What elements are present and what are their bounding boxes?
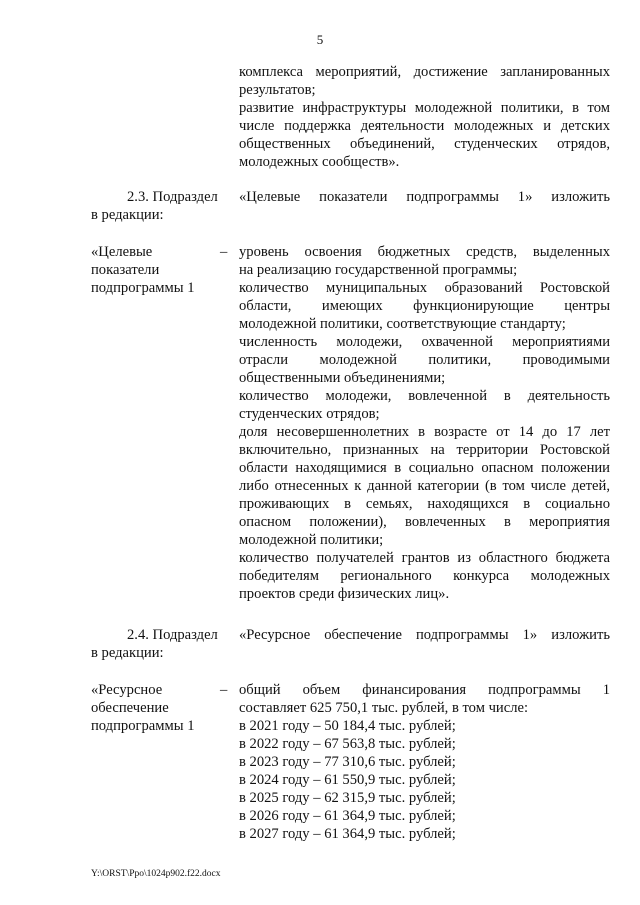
resources-dash: – (220, 682, 228, 698)
targets-line: победителям регионального конкурса молодежных (239, 568, 610, 584)
targets-line: общественными объединениями; (239, 370, 446, 386)
targets-line: молодежной политики, соответствующие стандарту; (239, 316, 566, 332)
resources-line: в 2025 году – 62 315,9 тыс. рублей; (239, 790, 456, 806)
resources-line: в 2021 году – 50 184,4 тыс. рублей; (239, 718, 456, 734)
targets-label: подпрограммы 1 (91, 280, 195, 296)
text-line: молодежных сообществ». (239, 154, 400, 170)
targets-dash: – (220, 244, 228, 260)
targets-line: численность молодежи, охваченной мероприятиями (239, 334, 610, 350)
targets-line: проектов среди физических лиц». (239, 586, 450, 602)
targets-line: области находящимися в социально опасном положении (239, 460, 610, 476)
targets-line: отрасли молодежной политики, проводимыми (239, 352, 610, 368)
section-2-3-title: «Целевые показатели подпрограммы 1» изложить (239, 189, 610, 205)
section-2-4-continuation: в редакции: (91, 645, 164, 661)
targets-line: опасном положении), вовлеченных в мероприятия (239, 514, 610, 530)
targets-line: студенческих отрядов; (239, 406, 380, 422)
targets-line: проживающих в семьях, находящихся в социально (239, 496, 610, 512)
targets-label: «Целевые (91, 244, 153, 260)
resources-label: обеспечение (91, 700, 169, 716)
targets-line: на реализацию государственной программы; (239, 262, 518, 278)
section-2-3-continuation: в редакции: (91, 207, 164, 223)
resources-label: «Ресурсное (91, 682, 163, 698)
section-2-4-title: «Ресурсное обеспечение подпрограммы 1» изложить (239, 627, 610, 643)
targets-line: области, имеющих функционирующие центры (239, 298, 610, 314)
footer-file-path: Y:\ORST\Ppo\1024p902.f22.docx (91, 869, 221, 879)
text-line: результатов; (239, 82, 316, 98)
targets-line: либо отнесенных к данной категории (в том числе детей, (239, 478, 610, 494)
text-line: числе поддержка деятельности молодежных и детских (239, 118, 610, 134)
targets-line: количество муниципальных образований Ростовской (239, 280, 610, 296)
text-line: комплекса мероприятий, достижение запланированных (239, 64, 610, 80)
text-line: развитие инфраструктуры молодежной политики, в том (239, 100, 610, 116)
targets-line: доля несовершеннолетних в возрасте от 14 до 17 лет (239, 424, 610, 440)
text-line: общественных объединений, студенческих отрядов, (239, 136, 610, 152)
resources-line: в 2024 году – 61 550,9 тыс. рублей; (239, 772, 456, 788)
resources-line: в 2026 году – 61 364,9 тыс. рублей; (239, 808, 456, 824)
targets-line: уровень освоения бюджетных средств, выделенных (239, 244, 610, 260)
targets-line: молодежной политики; (239, 532, 384, 548)
section-2-3-number: 2.3. Подраздел (127, 189, 218, 205)
resources-line: в 2023 году – 77 310,6 тыс. рублей; (239, 754, 456, 770)
targets-line: включительно, признанных на территории Ростовской (239, 442, 610, 458)
targets-line: количество молодежи, вовлеченной в деятельность (239, 388, 610, 404)
resources-line: общий объем финансирования подпрограммы 1 (239, 682, 610, 698)
resources-line: составляет 625 750,1 тыс. рублей, в том числе: (239, 700, 529, 716)
resources-line: в 2022 году – 67 563,8 тыс. рублей; (239, 736, 456, 752)
page-number: 5 (316, 32, 324, 47)
resources-label: подпрограммы 1 (91, 718, 195, 734)
section-2-4-number: 2.4. Подраздел (127, 627, 218, 643)
targets-label: показатели (91, 262, 160, 278)
targets-line: количество получателей грантов из областного бюджета (239, 550, 610, 566)
resources-line: в 2027 году – 61 364,9 тыс. рублей; (239, 826, 456, 842)
